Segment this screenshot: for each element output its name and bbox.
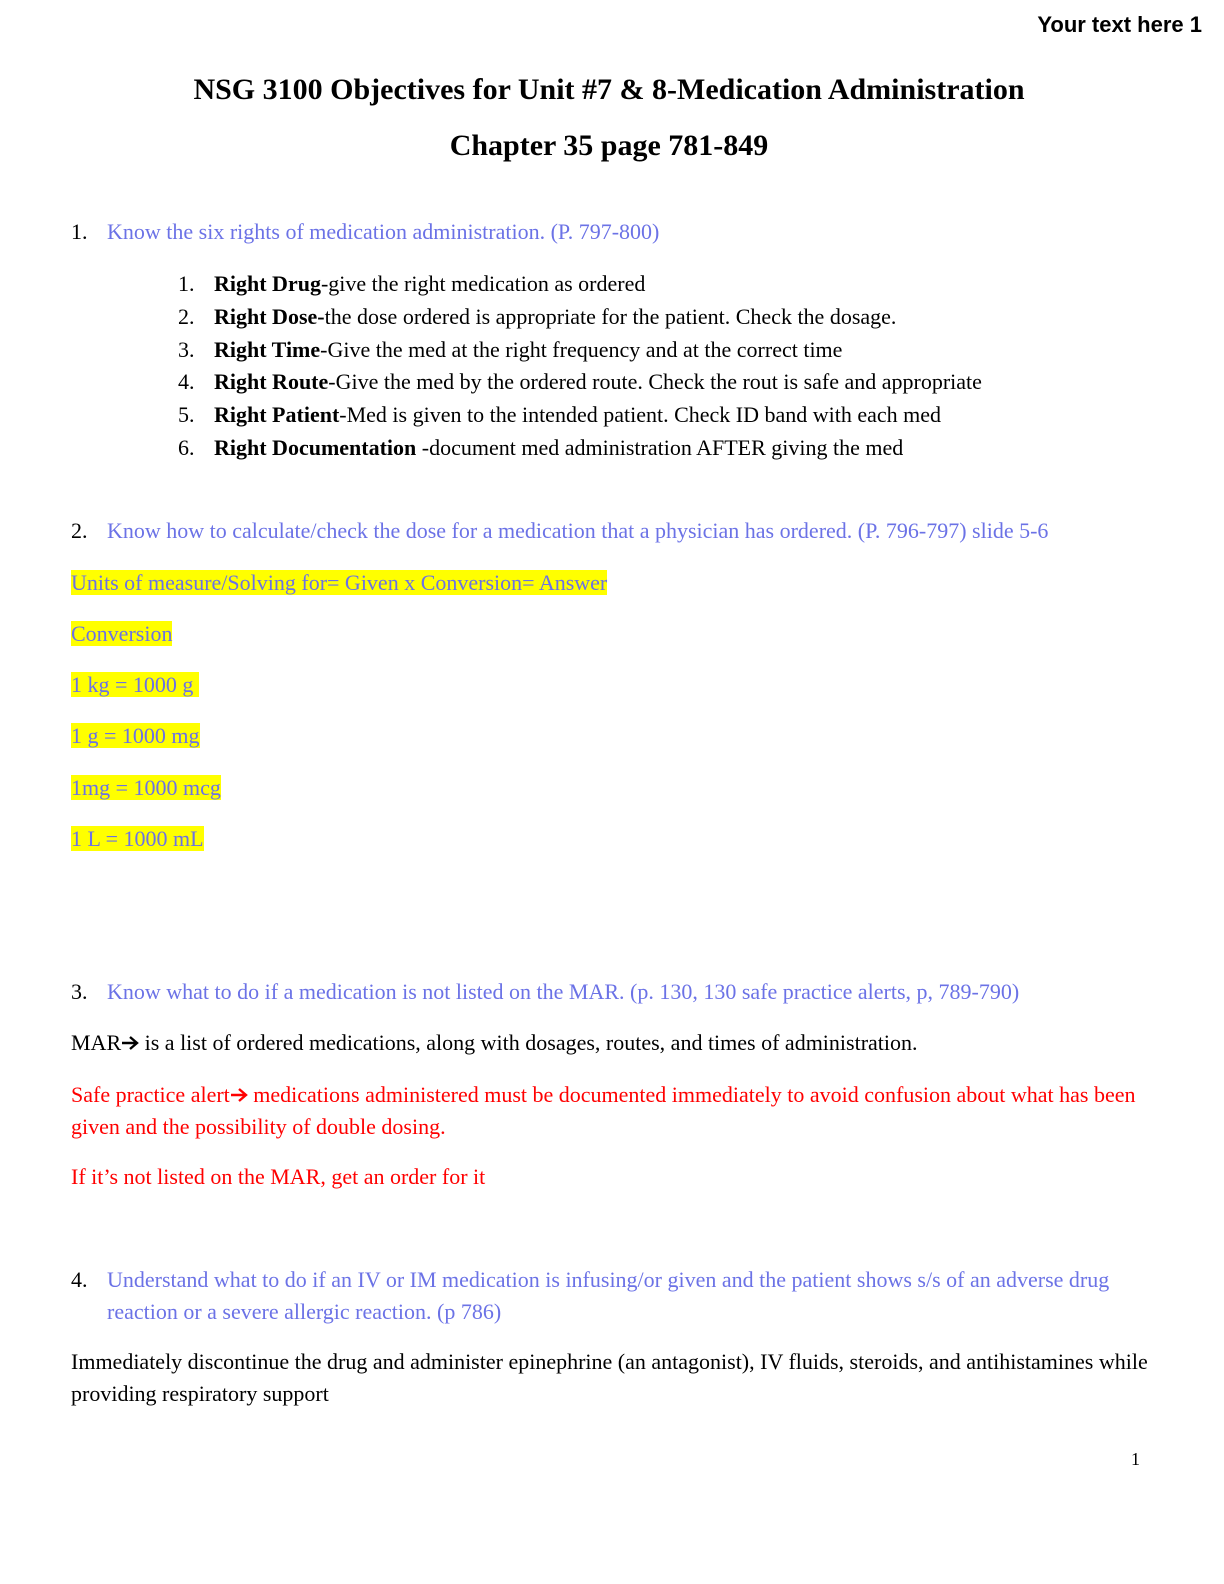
objective-number: 1. (71, 219, 88, 244)
highlighted-conversion-label: Conversion (71, 621, 173, 646)
right-desc: -give the right medication as ordered (320, 271, 646, 296)
right-desc: -Med is given to the intended patient. Check ID band with each med (339, 402, 942, 427)
objective-number: 2. (71, 518, 88, 543)
page-subtitle: Chapter 35 page 781-849 (449, 129, 769, 162)
objective-text: Know what to do if a medication is not listed on the MAR. (p. 130, 130 safe practice alerts, p, 789-790) (107, 979, 1020, 1004)
highlighted-conversion: 1 kg = 1000 g (71, 672, 199, 697)
objective-4 (71, 1264, 1151, 1328)
conversion-label-line (71, 618, 172, 650)
conversion-item-3 (71, 772, 221, 804)
adverse-reaction-answer: Immediately discontinue the drug and administer epinephrine (an antagonist), IV fluids, steroids, and antihistamines while providing respiratory support (71, 1349, 1148, 1406)
alert-text: medications administered must be documented immediately to avoid confusion about what has been given and the possibility of double dosing. (71, 1082, 1136, 1139)
right-title: Right Documentation (214, 435, 417, 460)
right-item-5 (178, 399, 941, 431)
conversion-item-2 (71, 720, 200, 752)
page-title: NSG 3100 Objectives for Unit #7 & 8-Medication Administration (193, 73, 1025, 106)
page-number: 1 (1131, 1449, 1140, 1469)
not-listed-note: If it’s not listed on the MAR, get an order for it (71, 1164, 486, 1189)
mar-label: MAR (71, 1030, 122, 1055)
right-number: 6. (178, 435, 195, 460)
right-item-1 (178, 268, 645, 300)
formula-line (71, 567, 607, 599)
right-item-6 (178, 432, 903, 464)
right-desc: -Give the med at the right frequency and at the correct time (320, 337, 843, 362)
alert-label: Safe practice alert (71, 1082, 230, 1107)
right-number: 4. (178, 369, 195, 394)
mar-text: is a list of ordered medications, along with dosages, routes, and times of administration. (139, 1030, 918, 1055)
right-item-2 (178, 301, 896, 333)
right-arrow-icon (230, 1087, 248, 1103)
right-desc: the dose ordered is appropriate for the patient. Check the dosage. (324, 304, 897, 329)
mar-definition (71, 1027, 918, 1059)
objective-number: 3. (71, 979, 88, 1004)
conversion-item-4 (71, 823, 204, 855)
objective-2 (71, 515, 1048, 547)
highlighted-conversion: 1mg = 1000 mcg (71, 775, 221, 800)
right-number: 2. (178, 304, 195, 329)
right-item-3 (178, 334, 842, 366)
right-title: Right Dose- (214, 304, 325, 329)
objective-text: Understand what to do if an IV or IM medication is infusing/or given and the patient shows s/s of an adverse drug reaction or a severe allergic reaction. (p 786) (107, 1267, 1110, 1324)
right-title: Right Time (214, 337, 321, 362)
objective-1 (71, 216, 659, 248)
conversion-item-1 (71, 669, 199, 701)
right-title: Right Drug (214, 271, 321, 296)
header-text: Your text here 1 (1037, 12, 1202, 37)
objective-text: Know how to calculate/check the dose for a medication that a physician has ordered. (P. 796-797) slide 5-6 (107, 518, 1049, 543)
right-title: Right Route (214, 369, 329, 394)
right-desc: -Give the med by the ordered route. Check the rout is safe and appropriate (328, 369, 982, 394)
highlighted-formula: Units of measure/Solving for= Given x Conversion= Answer (71, 570, 608, 595)
safe-practice-alert (71, 1079, 1151, 1143)
objective-number: 4. (71, 1267, 88, 1292)
right-number: 3. (178, 337, 195, 362)
right-desc: -document med administration AFTER giving the med (416, 435, 904, 460)
highlighted-conversion: 1 L = 1000 mL (71, 826, 204, 851)
objective-text: Know the six rights of medication administration. (P. 797-800) (107, 219, 660, 244)
right-title: Right Patient (214, 402, 340, 427)
right-number: 5. (178, 402, 195, 427)
highlighted-conversion: 1 g = 1000 mg (71, 723, 200, 748)
objective-3 (71, 976, 1019, 1008)
right-number: 1. (178, 271, 195, 296)
right-arrow-icon (121, 1035, 139, 1051)
right-item-4 (178, 366, 982, 398)
